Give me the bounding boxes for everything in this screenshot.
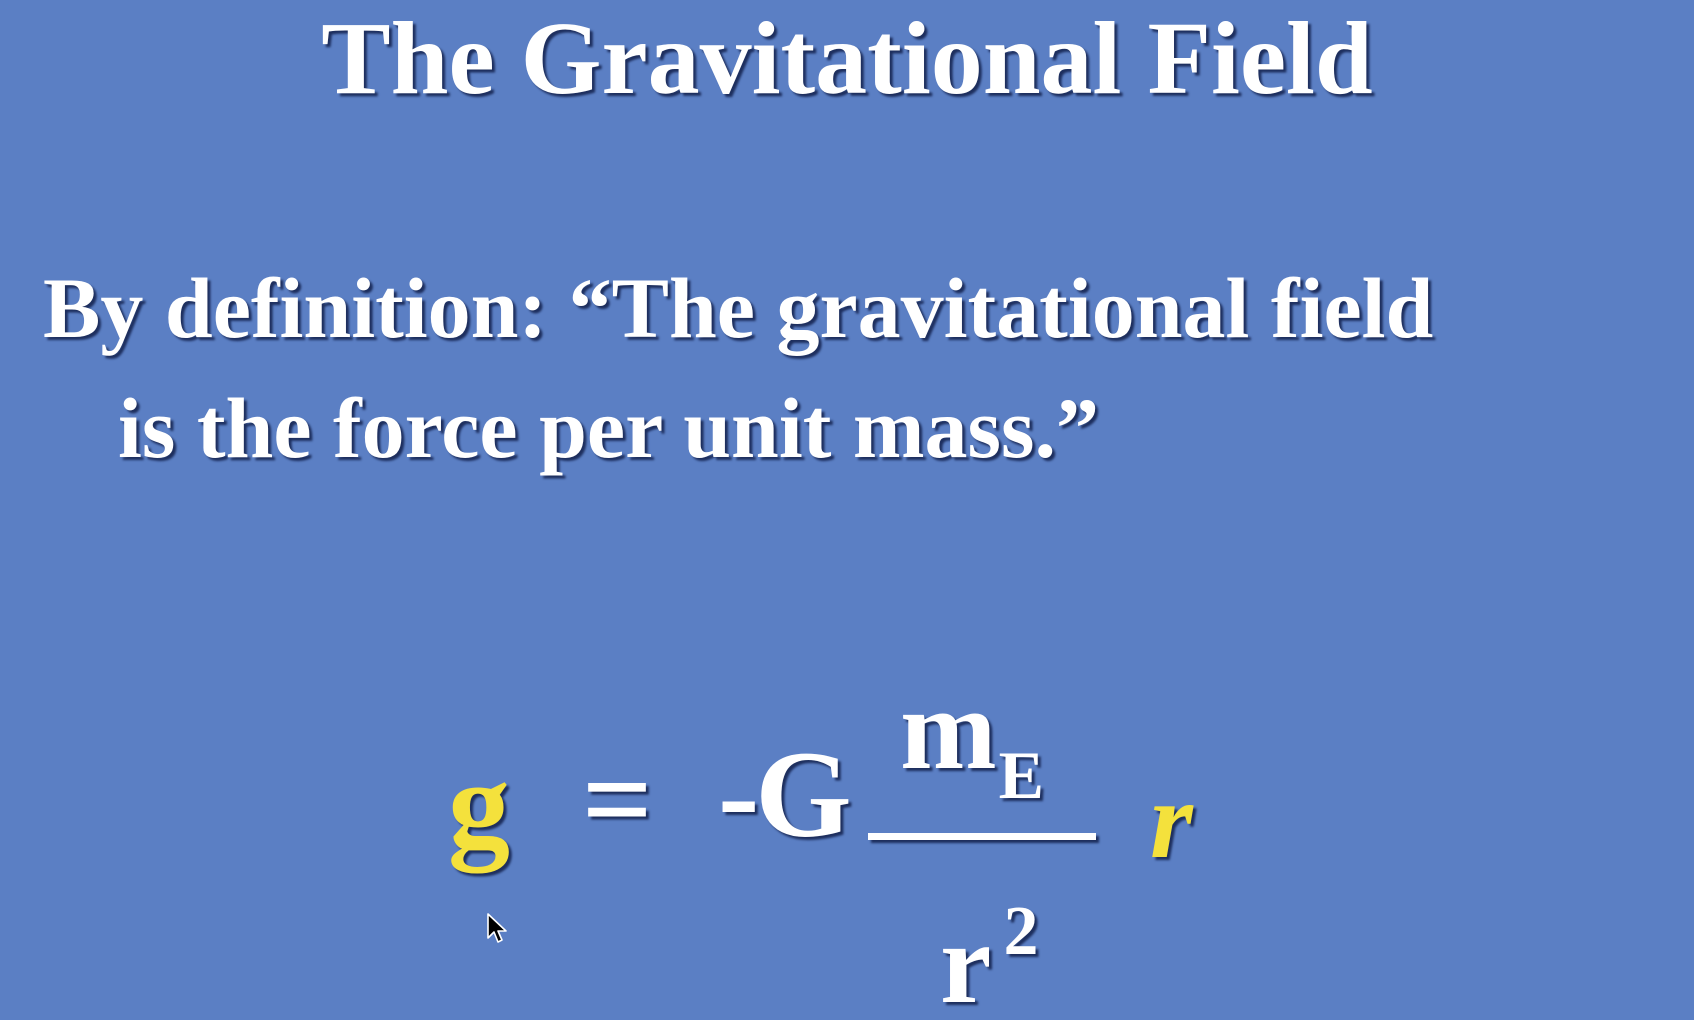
numerator-subscript: E [998, 737, 1044, 813]
fraction-bar [868, 833, 1096, 840]
equation-unit-vector: r [1150, 759, 1193, 881]
slide-title: The Gravitational Field [321, 1, 1373, 116]
definition-text [43, 248, 1683, 488]
equation-numerator [900, 666, 1044, 835]
equation-denominator [940, 872, 1039, 1020]
denominator-base: r [940, 900, 992, 1020]
numerator-base: m [900, 666, 997, 794]
equation-g: g [448, 736, 510, 873]
mouse-pointer-icon [486, 912, 508, 944]
denominator-exponent: 2 [1003, 893, 1039, 970]
definition-line-2: is the force per unit mass.” [118, 380, 1099, 476]
equation-equals: = [582, 731, 653, 868]
definition-line-1: By definition: “The gravitational field [43, 260, 1434, 356]
equation-neg-constant: -G [718, 726, 848, 863]
